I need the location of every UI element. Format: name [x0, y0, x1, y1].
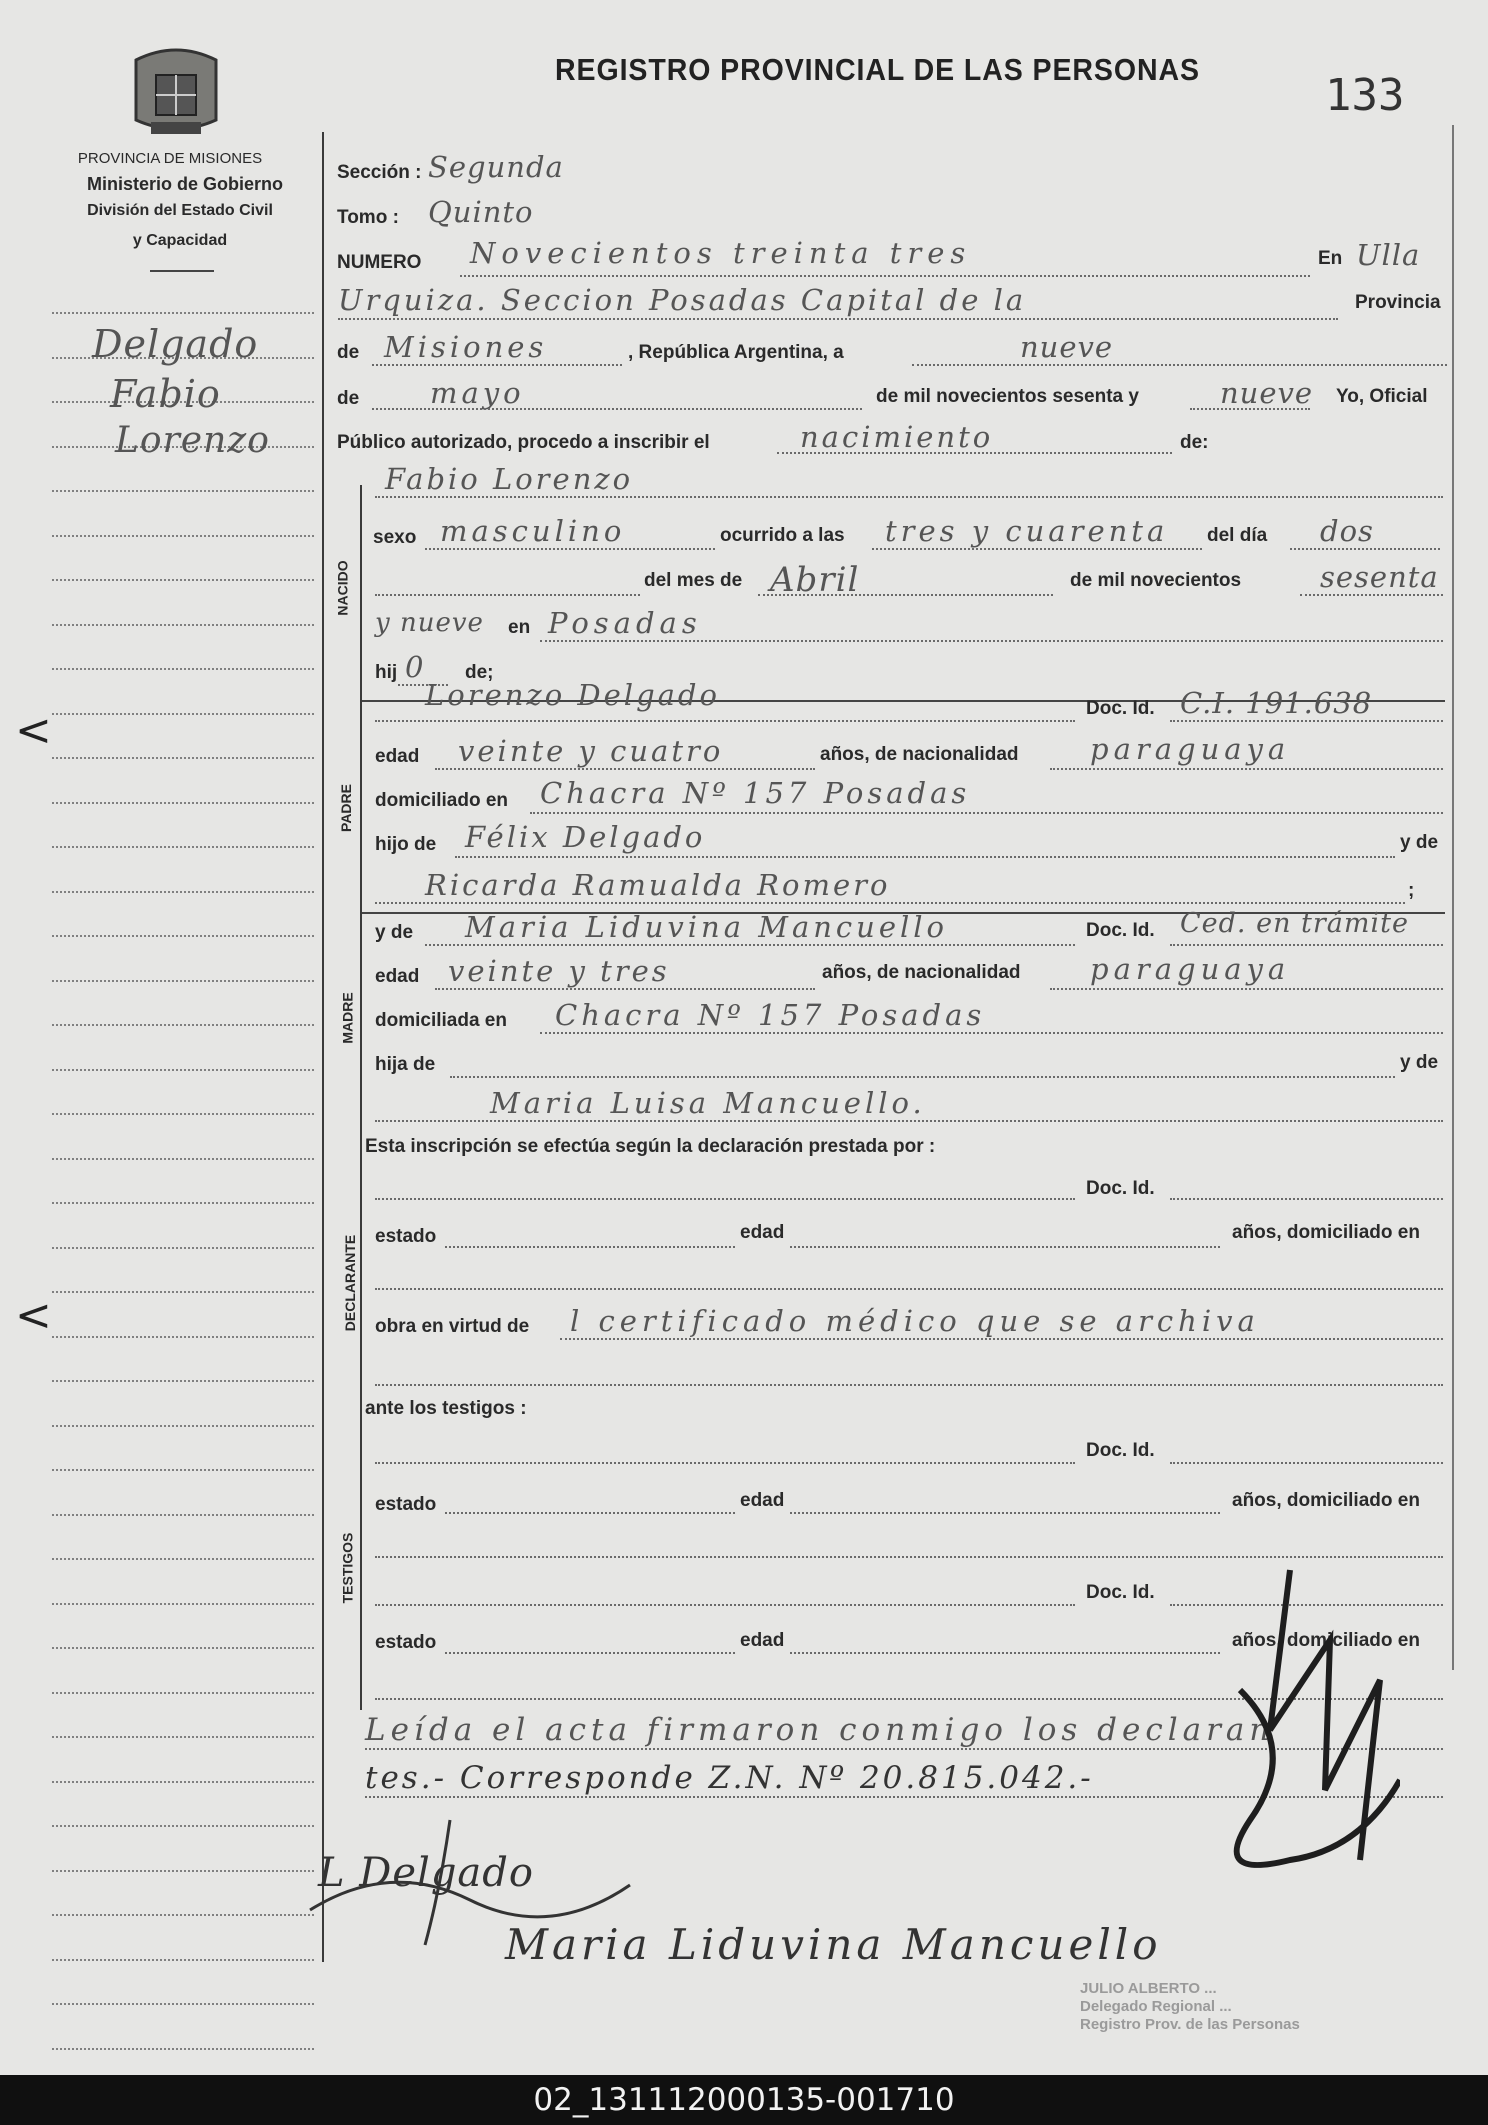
- madre-hija-de-label: hija de: [375, 1054, 436, 1075]
- margin-rule-line: [52, 1959, 314, 1961]
- margin-rule-line: [52, 1736, 314, 1738]
- staple-icon: <: [15, 1290, 52, 1341]
- margin-rule-line: [52, 1603, 314, 1605]
- margin-rule-line: [52, 2048, 314, 2050]
- margin-rule-line: [52, 1202, 314, 1204]
- coat-of-arms-icon: [126, 40, 226, 140]
- declarante-estado-label: estado: [375, 1226, 437, 1247]
- padre-dom-value: Chacra Nº 157 Posadas: [540, 776, 971, 810]
- page-number: 133: [1325, 70, 1405, 121]
- margin-rule-line: [52, 1514, 314, 1516]
- margin-rule-line: [52, 713, 314, 715]
- margin-divider: [322, 132, 324, 1962]
- padre-edad-value: veinte y cuatro: [458, 734, 724, 768]
- margin-rule-line: [52, 1870, 314, 1872]
- padre-padre-value: Félix Delgado: [465, 820, 706, 854]
- section-padre: PADRE: [337, 784, 354, 832]
- testigo1-anos-label: años, domiciliado en: [1232, 1490, 1420, 1511]
- dia-nac-value: dos: [1320, 514, 1374, 548]
- lugar-value: Urquiza. Seccion Posadas Capital de la: [338, 283, 1027, 317]
- margin-rule-line: [52, 2003, 314, 2005]
- declarante-anos-label: años, domiciliado en: [1232, 1222, 1420, 1243]
- ante-testigos-label: ante los testigos :: [365, 1398, 527, 1419]
- margin-rule-line: [52, 1247, 314, 1249]
- acto-value: nacimiento: [800, 420, 994, 454]
- image-id-footer: 02_131112000135-001710: [0, 2075, 1488, 2125]
- margin-rule-line: [52, 1113, 314, 1115]
- tomo-label: Tomo :: [337, 207, 399, 228]
- de-mes-label: de: [337, 388, 360, 409]
- margin-rule-line: [52, 891, 314, 893]
- de-label: de: [337, 342, 360, 363]
- declarante-doc-label: Doc. Id.: [1086, 1178, 1155, 1199]
- section-nacido: NACIDO: [334, 560, 351, 616]
- madre-anos-label: años, de nacionalidad: [822, 962, 1021, 983]
- dia-value: nueve: [1020, 330, 1114, 364]
- mes-value: mayo: [430, 376, 525, 410]
- padre-y-de-label: y de: [1400, 832, 1439, 853]
- header-divider: [150, 270, 214, 272]
- testigo2-edad-label: edad: [740, 1630, 785, 1651]
- de-mil2-label: de mil novecientos: [1070, 570, 1242, 591]
- numero-label: NUMERO: [337, 252, 422, 273]
- official-stamp: [1080, 1980, 1300, 2034]
- inscripcion-label: Esta inscripción se efectúa según la declaración prestada por :: [365, 1136, 936, 1157]
- numero-value: Novecientos treinta tres: [470, 236, 972, 270]
- margin-rule-line: [52, 1380, 314, 1382]
- margin-rule-line: [52, 1781, 314, 1783]
- division-line1: División del Estado Civil: [87, 202, 273, 219]
- nombre-value: Fabio Lorenzo: [385, 462, 634, 496]
- publico-label: Público autorizado, procedo a inscribir el: [337, 432, 710, 453]
- margin-rule-line: [52, 757, 314, 759]
- staple-icon: <: [15, 705, 52, 756]
- margin-rule-line: [52, 1914, 314, 1916]
- margin-rule-line: [52, 312, 314, 314]
- republica-label: , República Argentina, a: [628, 342, 844, 363]
- madre-nac-value: paraguaya: [1090, 952, 1291, 986]
- margin-first-name: Fabio: [110, 372, 221, 416]
- ano-nac-1-value: sesenta: [1320, 560, 1439, 594]
- padre-doc-value: C.I. 191.638: [1180, 686, 1373, 720]
- stamp-line3: Registro Prov. de las Personas: [1080, 2016, 1300, 2033]
- hijo-num-label: hij: [375, 662, 398, 683]
- en-label: En: [1318, 248, 1343, 269]
- ano-nac-2-value: y nueve: [375, 608, 484, 638]
- margin-rule-line: [52, 1692, 314, 1694]
- section-testigos: TESTIGOS: [339, 1532, 356, 1604]
- margin-rule-line: [52, 579, 314, 581]
- testigo1-doc-label: Doc. Id.: [1086, 1440, 1155, 1461]
- testigo2-doc-label: Doc. Id.: [1086, 1582, 1155, 1603]
- declarante-edad-label: edad: [740, 1222, 785, 1243]
- ministry-name: Ministerio de Gobierno: [86, 174, 283, 194]
- madre-edad-label: edad: [375, 966, 420, 987]
- provincia-label: Provincia: [1355, 292, 1441, 313]
- margin-rule-line: [52, 624, 314, 626]
- madre-doc-label: Doc. Id.: [1086, 920, 1155, 941]
- margin-rule-line: [52, 535, 314, 537]
- margin-rule-line: [52, 1024, 314, 1026]
- margin-rule-line: [52, 846, 314, 848]
- padre-nac-value: paraguaya: [1090, 732, 1291, 766]
- margin-rule-line: [52, 980, 314, 982]
- testigo1-estado-label: estado: [375, 1494, 437, 1515]
- margin-rule-line: [52, 1291, 314, 1293]
- page-title: REGISTRO PROVINCIAL DE LAS PERSONAS: [555, 52, 1200, 87]
- tomo-value: Quinto: [428, 195, 534, 229]
- del-dia-label: del día: [1207, 525, 1268, 546]
- de-colon-label: de:: [1180, 432, 1209, 453]
- margin-rule-line: [52, 1158, 314, 1160]
- section-declarante: DECLARANTE: [342, 1234, 359, 1332]
- obra-label: obra en virtud de: [375, 1316, 530, 1337]
- stamp-line2: Delegado Regional ...: [1080, 1998, 1232, 2015]
- padre-nombre-value: Lorenzo Delgado: [425, 678, 720, 712]
- signature-father: L Delgado: [318, 1850, 534, 1896]
- testigo2-anos-label: años, domiciliado en: [1232, 1630, 1420, 1651]
- section-divider: [360, 485, 362, 1710]
- seccion-value: Segunda: [428, 150, 564, 184]
- margin-rule-line: [52, 1647, 314, 1649]
- margin-rule-line: [52, 490, 314, 492]
- division-line2: y Capacidad: [132, 232, 228, 249]
- margin-rule-line: [52, 1558, 314, 1560]
- obra-value: l certificado médico que se archiva: [570, 1304, 1260, 1338]
- margin-rule-line: [52, 1425, 314, 1427]
- hora-value: tres y cuarenta: [885, 514, 1169, 548]
- madre-y-de-label: y de: [375, 922, 414, 943]
- padre-anos-label: años, de nacionalidad: [820, 744, 1019, 765]
- margin-rule-line: [52, 1069, 314, 1071]
- margin-rule-line: [52, 802, 314, 804]
- madre-edad-value: veinte y tres: [448, 954, 670, 988]
- sexo-label: sexo: [373, 527, 417, 548]
- de-mil-label: de mil novecientos sesenta y: [876, 386, 1139, 407]
- padre-hijo-de-label: hijo de: [375, 834, 437, 855]
- madre-nombre-value: Maria Liduvina Mancuello: [465, 910, 948, 944]
- signature-mother: Maria Liduvina Mancuello: [505, 1920, 1162, 1969]
- mes-nac-value: Abril: [770, 560, 860, 600]
- testigo1-edad-label: edad: [740, 1490, 785, 1511]
- padre-edad-label: edad: [375, 746, 420, 767]
- section-madre: MADRE: [339, 992, 356, 1044]
- margin-second-name: Lorenzo: [115, 420, 270, 461]
- testigo2-estado-label: estado: [375, 1632, 437, 1653]
- margin-rule-line: [52, 935, 314, 937]
- madre-padres-value: Maria Luisa Mancuello.: [490, 1086, 926, 1120]
- madre-dom-value: Chacra Nº 157 Posadas: [555, 998, 986, 1032]
- provincia-value: Misiones: [384, 330, 548, 364]
- province-name: PROVINCIA DE MISIONES: [77, 150, 263, 167]
- en-value: Ulla: [1356, 238, 1421, 272]
- sexo-value: masculino: [440, 514, 626, 548]
- yo-oficial-label: Yo, Oficial: [1336, 386, 1428, 407]
- nota-line1: Leída el acta firmaron conmigo los declaran: [365, 1712, 1275, 1748]
- margin-surname: Delgado: [92, 322, 259, 366]
- en-nac-label: en: [508, 617, 531, 638]
- nota-line2: tes.- Corresponde Z.N. Nº 20.815.042.-: [365, 1760, 1094, 1796]
- padre-doc-label: Doc. Id.: [1086, 698, 1155, 719]
- margin-rule-line: [52, 1825, 314, 1827]
- de-semicolon-label: de;: [465, 662, 494, 683]
- padre-domicilio-label: domiciliado en: [375, 790, 509, 811]
- madre-y-de-label-2: y de: [1400, 1052, 1439, 1073]
- padre-semicolon: ;: [1408, 880, 1415, 901]
- madre-domicilio-label: domiciliada en: [375, 1010, 507, 1031]
- right-border: [1452, 125, 1454, 1670]
- margin-rule-line: [52, 1469, 314, 1471]
- hijo-num-value: 0: [405, 650, 425, 684]
- official-signature-icon: [1150, 1560, 1400, 1910]
- padre-madre-value: Ricarda Ramualda Romero: [425, 868, 891, 902]
- ano-value: nueve: [1220, 376, 1314, 410]
- margin-rule-line: [52, 668, 314, 670]
- madre-doc-value: Ced. en trámite: [1180, 908, 1409, 939]
- ocurrido-label: ocurrido a las: [720, 525, 845, 546]
- del-mes-label: del mes de: [644, 570, 743, 591]
- lugar-nac-value: Posadas: [548, 606, 702, 640]
- seccion-label: Sección :: [337, 162, 422, 183]
- margin-rule-line: [52, 1336, 314, 1338]
- stamp-line1: JULIO ALBERTO ...: [1080, 1980, 1217, 1997]
